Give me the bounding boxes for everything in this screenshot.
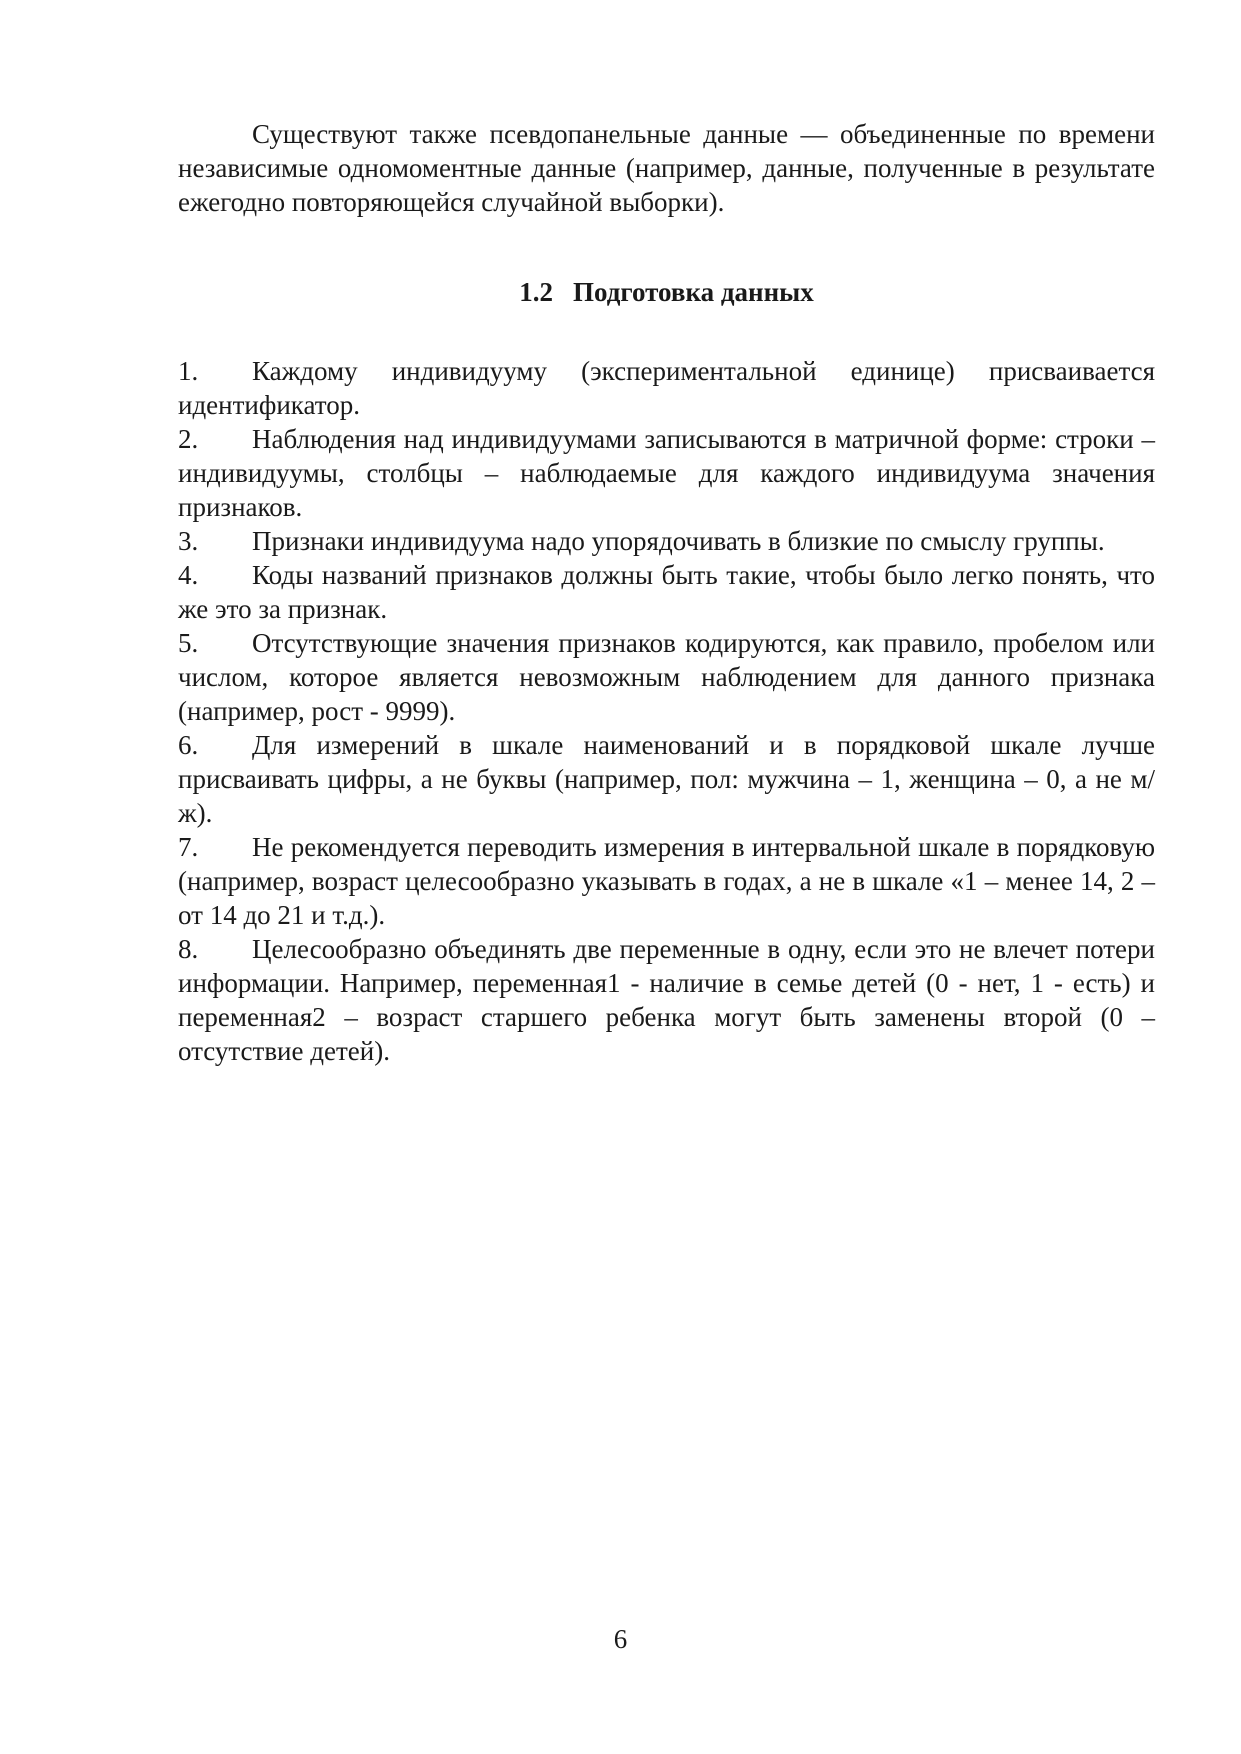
list-item (178, 422, 1155, 524)
list-item-text: Признаки индивидуума надо упорядочивать в близкие по смыслу группы. (252, 526, 1105, 556)
list-item (178, 524, 1155, 558)
list-item-text: Коды названий признаков должны быть такие, чтобы было легко понять, что же это за признак. (178, 560, 1155, 624)
section-number: 1.2 (519, 277, 554, 307)
list-item-number: 1. (178, 356, 199, 386)
list-item-number: 4. (178, 560, 199, 590)
list-item-number: 8. (178, 934, 199, 964)
list-item-number: 5. (178, 628, 199, 658)
list-item-number: 6. (178, 730, 199, 760)
list-item-text: Каждому индивидууму (экспериментальной единице) присваивается идентификатор. (178, 356, 1155, 420)
list-item (178, 932, 1155, 1068)
page-content (178, 117, 1155, 1068)
section-heading (178, 275, 1155, 309)
list-item-text: Отсутствующие значения признаков кодируются, как правило, пробелом или числом, которое является невозможным наблюдением для данного признака (например, рост - 9999). (178, 628, 1155, 726)
page-number: 6 (613, 1624, 628, 1654)
preparation-list (178, 354, 1155, 1068)
list-item-number: 7. (178, 832, 199, 862)
list-item-text: Наблюдения над индивидуумами записываются в матричной форме: строки – индивидуумы, столбцы – наблюдаемые для каждого индивидуума значения признаков. (178, 424, 1155, 522)
list-item-text: Целесообразно объединять две переменные в одну, если это не влечет потери информации. Например, переменная1 - наличие в семье детей (0 - нет, 1 - есть) и переменная2 – возраст старшего ребенка могут быть заменены второй (0 – отсутствие детей). (178, 934, 1155, 1066)
section-title: Подготовка данных (573, 277, 814, 307)
intro-paragraph: Существуют также псевдопанельные данные — объединенные по времени независимые одномоментные данные (например, данные, полученные в результате ежегодно повторяющейся случайной выборки). (178, 119, 1155, 217)
list-item-text: Для измерений в шкале наименований и в порядковой шкале лучше присваивать цифры, а не буквы (например, пол: мужчина – 1, женщина – 0, а не м/ж). (178, 730, 1155, 828)
list-item (178, 830, 1155, 932)
list-item (178, 728, 1155, 830)
list-item (178, 626, 1155, 728)
list-item-number: 3. (178, 526, 199, 556)
list-item (178, 558, 1155, 626)
list-item (178, 354, 1155, 422)
list-item-text: Не рекомендуется переводить измерения в интервальной шкале в порядковую (например, возраст целесообразно указывать в годах, а не в шкале «1 – менее 14, 2 – от 14 до 21 и т.д.). (178, 832, 1155, 930)
list-item-number: 2. (178, 424, 199, 454)
